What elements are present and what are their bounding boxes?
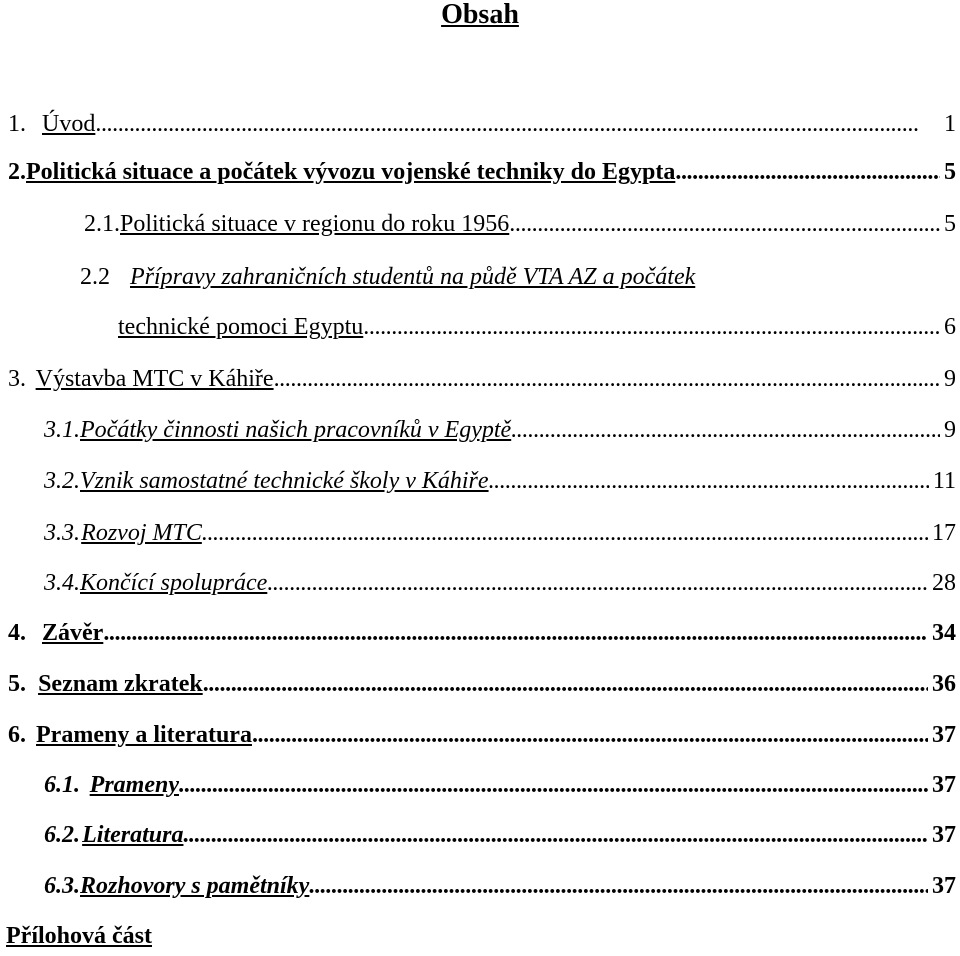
dot-leader bbox=[179, 770, 928, 800]
toc-number: 3.3. bbox=[44, 520, 80, 546]
dot-leader bbox=[267, 568, 928, 598]
toc-page-number: 1 bbox=[944, 111, 956, 137]
toc-entry-2-2[interactable] bbox=[80, 262, 956, 292]
dot-leader bbox=[203, 669, 928, 699]
dot-leader bbox=[95, 109, 940, 139]
toc-entry-2-1[interactable] bbox=[84, 209, 956, 239]
toc-link[interactable]: Politická situace a počátek vývozu vojenské techniky do Egypta bbox=[26, 159, 676, 185]
toc-page-number: 6 bbox=[944, 314, 956, 340]
toc-number: 5. bbox=[8, 671, 26, 697]
toc-page-number: 37 bbox=[932, 722, 956, 748]
toc-page-number: 37 bbox=[932, 873, 956, 899]
dot-leader bbox=[202, 518, 928, 548]
toc-number: 2. bbox=[8, 159, 26, 185]
dot-leader bbox=[509, 209, 940, 239]
toc-link[interactable]: Rozhovory s pamětníky bbox=[80, 873, 310, 899]
dot-leader bbox=[489, 466, 929, 496]
toc-page-number: 36 bbox=[932, 671, 956, 697]
toc-number: 6.3. bbox=[44, 873, 80, 899]
toc-number: 1. bbox=[8, 111, 26, 137]
toc-link[interactable]: Výstavba MTC v Káhiře bbox=[35, 366, 274, 392]
dot-leader bbox=[511, 415, 940, 445]
toc-link[interactable]: Přípravy zahraničních studentů na půdě VTA AZ a počátek bbox=[130, 264, 696, 290]
toc-number: 3.4. bbox=[44, 570, 80, 596]
toc-page-number: 34 bbox=[932, 620, 956, 646]
dot-leader bbox=[274, 364, 940, 394]
toc-link[interactable]: Úvod bbox=[42, 111, 96, 137]
toc-entry-2-2-continued[interactable] bbox=[118, 312, 956, 342]
toc-link[interactable]: Počátky činnosti našich pracovníků v Egyptě bbox=[80, 417, 512, 443]
toc-entry-3-3[interactable] bbox=[44, 518, 956, 548]
toc-number: 4. bbox=[8, 620, 26, 646]
toc-number: 2.1. bbox=[84, 211, 120, 237]
dot-leader bbox=[103, 618, 928, 648]
toc-page-number: 5 bbox=[944, 211, 956, 237]
toc-link[interactable]: Prameny bbox=[89, 772, 179, 798]
page-title: Obsah bbox=[441, 0, 519, 30]
toc-link[interactable]: Vznik samostatné technické školy v Káhiře bbox=[80, 468, 489, 494]
toc-link[interactable]: Rozvoj MTC bbox=[81, 520, 202, 546]
dot-leader bbox=[309, 871, 928, 901]
dot-leader bbox=[363, 312, 940, 342]
toc-number: 6.2. bbox=[44, 822, 80, 848]
toc-entry-6-1[interactable] bbox=[44, 770, 956, 800]
toc-entry-3-4[interactable] bbox=[44, 568, 956, 598]
toc-entry-3-2[interactable] bbox=[44, 466, 956, 496]
toc-number: 6.1. bbox=[44, 772, 80, 798]
toc-number: 2.2 bbox=[80, 264, 110, 290]
toc-number: 3.2. bbox=[44, 468, 80, 494]
toc-entry-uvod[interactable] bbox=[8, 109, 956, 139]
toc-page-number: 9 bbox=[944, 366, 956, 392]
toc-entry-3-1[interactable] bbox=[44, 415, 956, 445]
toc-page-number: 28 bbox=[932, 570, 956, 596]
toc-page-number: 11 bbox=[932, 468, 956, 494]
attachment-link[interactable]: Přílohová část bbox=[6, 923, 152, 949]
toc-link[interactable]: Prameny a literatura bbox=[36, 722, 252, 748]
toc-page-number: 5 bbox=[944, 159, 956, 185]
toc-link[interactable]: Politická situace v regionu do roku 1956 bbox=[120, 211, 510, 237]
toc-page-number: 37 bbox=[932, 772, 956, 798]
toc-entry-6-3[interactable] bbox=[44, 871, 956, 901]
toc-page-number: 9 bbox=[944, 417, 956, 443]
toc-link[interactable]: Končící spolupráce bbox=[80, 570, 268, 596]
toc-number: 3. bbox=[8, 366, 26, 392]
toc-entry-chapter-6[interactable] bbox=[8, 720, 956, 750]
toc-entry-chapter-4[interactable] bbox=[8, 618, 956, 648]
toc-link[interactable]: Seznam zkratek bbox=[38, 671, 203, 697]
toc-link[interactable]: Literatura bbox=[82, 822, 184, 848]
toc-entry-chapter-2[interactable] bbox=[8, 157, 956, 187]
dot-leader bbox=[252, 720, 928, 750]
toc-number: 3.1. bbox=[44, 417, 80, 443]
toc-page-number: 17 bbox=[932, 520, 956, 546]
dot-leader bbox=[675, 157, 940, 187]
toc-link[interactable]: technické pomoci Egyptu bbox=[118, 314, 364, 340]
toc-entry-chapter-3[interactable] bbox=[8, 364, 956, 394]
dot-leader bbox=[183, 820, 928, 850]
toc-page-number: 37 bbox=[932, 822, 956, 848]
toc-entry-chapter-5[interactable] bbox=[8, 669, 956, 699]
toc-entry-6-2[interactable] bbox=[44, 820, 956, 850]
toc-number: 6. bbox=[8, 722, 26, 748]
toc-link[interactable]: Závěr bbox=[42, 620, 104, 646]
